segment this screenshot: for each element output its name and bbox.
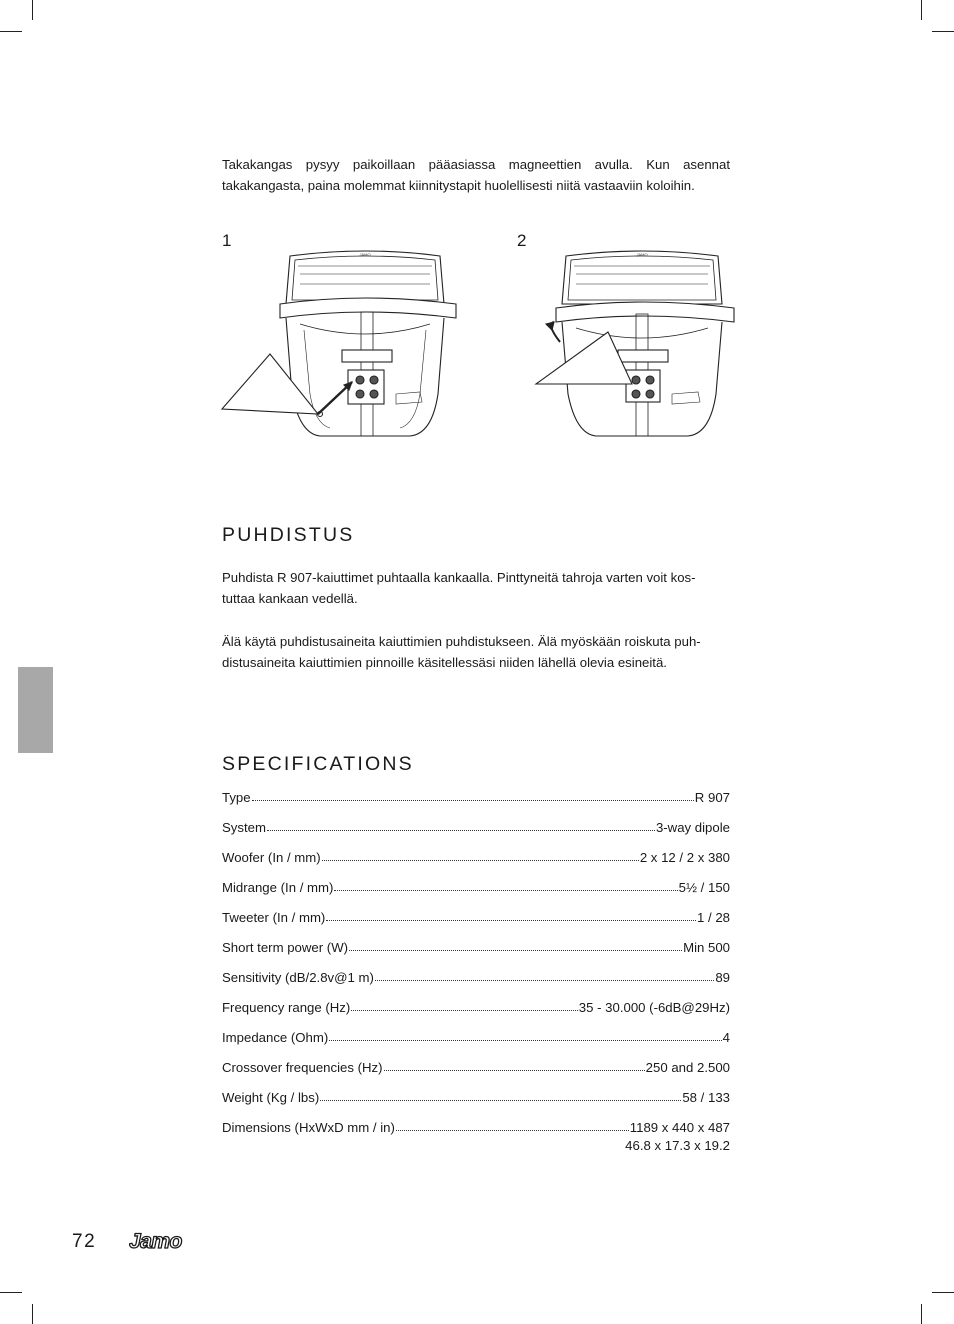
spec-label: Midrange (In / mm)	[222, 880, 334, 895]
spec-label: System	[222, 820, 266, 835]
crop-mark	[921, 0, 922, 20]
language-side-tab	[18, 667, 53, 753]
spec-value: 3-way dipole	[655, 820, 730, 835]
page-number: 72	[72, 1231, 97, 1252]
section-heading-puhdistus: PUHDISTUS	[222, 524, 355, 546]
dot-leader	[375, 980, 714, 981]
spec-label: Type	[222, 790, 251, 805]
spec-label: Dimensions (HxWxD mm / in)	[222, 1120, 395, 1135]
crop-mark	[932, 1292, 954, 1293]
text-line: Puhdista R 907-kaiuttimet puhtaalla kankaalla. Pinttyneitä tahroja varten voit kos-	[222, 570, 696, 585]
spec-row	[222, 1087, 730, 1105]
spec-row	[222, 847, 730, 865]
dot-leader	[329, 1040, 721, 1041]
cleaning-paragraph-2	[222, 631, 732, 673]
dot-leader	[322, 860, 639, 861]
spec-dimensions-inches: 46.8 x 17.3 x 19.2	[625, 1138, 730, 1153]
dot-leader	[334, 890, 677, 891]
spec-label: Weight (Kg / lbs)	[222, 1090, 320, 1105]
intro-paragraph: Takakangas pysyy paikoillaan pääasiassa magneettien avulla. Kun asennat takakangasta, paina molemmat kiinnitystapit huolellisesti niitä vastaaviin koloihin.	[222, 157, 730, 193]
cleaning-paragraph-1	[222, 567, 732, 609]
spec-value: 250 and 2.500	[645, 1060, 730, 1075]
logo-text: Jamo	[129, 1232, 182, 1252]
dot-leader	[349, 950, 682, 951]
crop-mark	[0, 1292, 22, 1293]
dot-leader	[267, 830, 655, 831]
spec-label: Woofer (In / mm)	[222, 850, 321, 865]
figure-number: 1	[222, 231, 232, 250]
crop-mark	[32, 0, 33, 20]
spec-value: 89	[715, 970, 730, 985]
brand-label: JAMO	[636, 252, 648, 257]
spec-value: 1 / 28	[697, 910, 730, 925]
jamo-logo	[129, 1232, 209, 1252]
spec-label: Tweeter (In / mm)	[222, 910, 326, 925]
spec-value: Min 500	[683, 940, 730, 955]
spec-value: 35 - 30.000 (-6dB@29Hz)	[578, 1000, 730, 1015]
dot-leader	[396, 1130, 629, 1131]
crop-mark	[32, 1304, 33, 1324]
spec-row	[222, 937, 730, 955]
spec-label: Short term power (W)	[222, 940, 349, 955]
brand-label: JAMO	[359, 252, 371, 257]
speaker-illustration-1	[220, 244, 465, 444]
spec-row	[222, 907, 730, 925]
spec-value: 2 x 12 / 2 x 380	[639, 850, 730, 865]
dot-leader	[351, 1010, 578, 1011]
crop-mark	[0, 31, 22, 32]
spec-value: 1189 x 440 x 487	[629, 1120, 730, 1135]
dot-leader	[320, 1100, 681, 1101]
spec-label: Frequency range (Hz)	[222, 1000, 351, 1015]
spec-row	[222, 877, 730, 895]
text-line: Älä käytä puhdistusaineita kaiuttimien puhdistukseen. Älä myöskään roiskuta puh-	[222, 634, 701, 649]
speaker-illustration-2	[532, 244, 747, 444]
figure-number: 2	[517, 231, 527, 250]
spec-row	[222, 787, 730, 805]
dot-leader	[384, 1070, 645, 1071]
text-line: tuttaa kankaan vedellä.	[222, 591, 358, 606]
spec-row	[222, 1057, 730, 1075]
spec-value: 4	[722, 1030, 730, 1045]
spec-row	[222, 1027, 730, 1045]
spec-row	[222, 1117, 730, 1135]
crop-mark	[921, 1304, 922, 1324]
crop-mark	[932, 31, 954, 32]
spec-label: Impedance (Ohm)	[222, 1030, 329, 1045]
spec-value: 5½ / 150	[678, 880, 730, 895]
dot-leader	[252, 800, 694, 801]
text-line: distusaineita kaiuttimien pinnoille käsitellessäsi niiden lähellä olevia esineitä.	[222, 655, 667, 670]
spec-row	[222, 967, 730, 985]
spec-value: R 907	[694, 790, 730, 805]
spec-row	[222, 997, 730, 1015]
spec-row	[222, 817, 730, 835]
spec-label: Crossover frequencies (Hz)	[222, 1060, 383, 1075]
section-heading-specifications: SPECIFICATIONS	[222, 753, 414, 775]
dot-leader	[326, 920, 696, 921]
spec-label: Sensitivity (dB/2.8v@1 m)	[222, 970, 374, 985]
spec-value: 58 / 133	[682, 1090, 730, 1105]
